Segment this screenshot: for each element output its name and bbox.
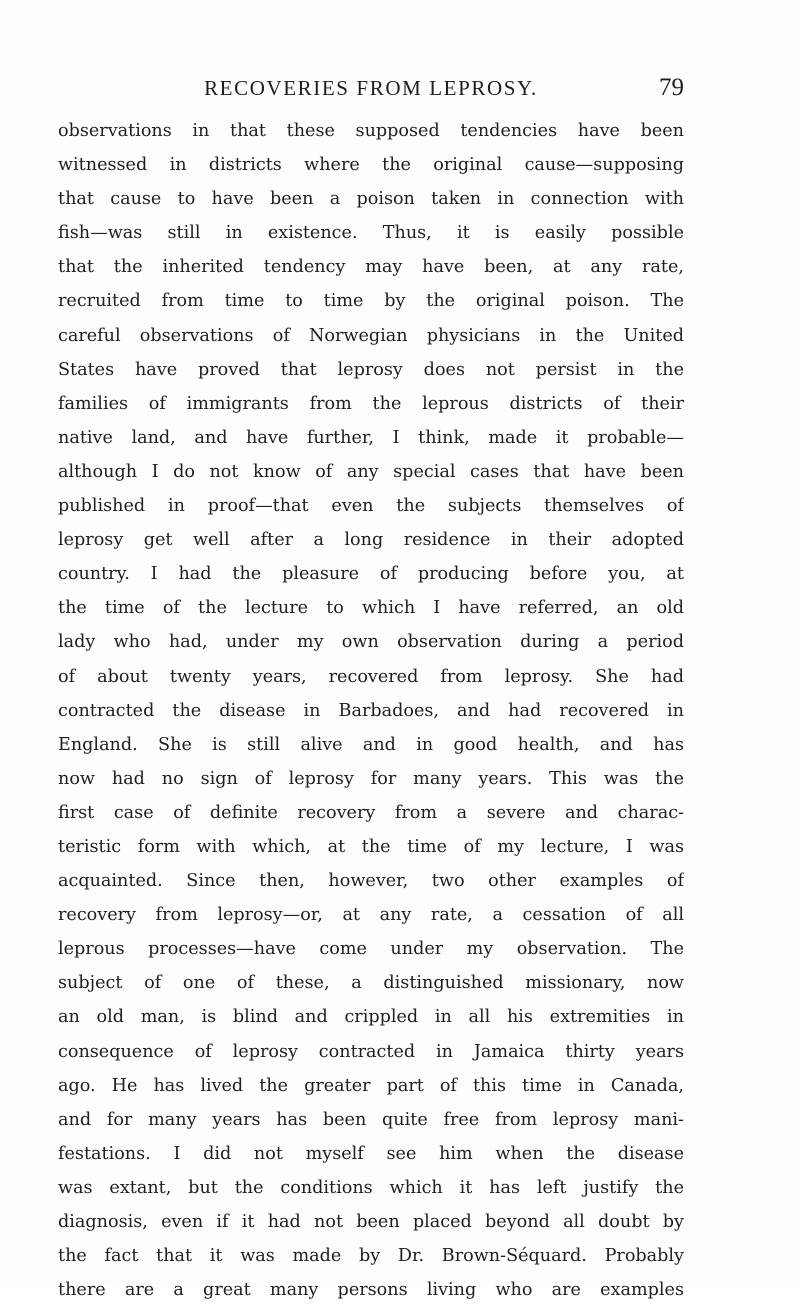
text-line: published in proof—that even the subjects themselves of [58, 496, 684, 517]
text-line: lady who had, under my own observation during a period [58, 632, 684, 653]
text-line: leprous processes—have come under my observation. The [58, 939, 684, 960]
text-line: recruited from time to time by the original poison. The [58, 291, 684, 312]
text-line: subject of one of these, a distinguished missionary, now [58, 973, 684, 994]
text-line: was extant, but the conditions which it has left justify the [58, 1177, 684, 1198]
text-line: teristic form with which, at the time of my lecture, I was [58, 836, 684, 857]
text-line: that the inherited tendency may have been, at any rate, [58, 257, 684, 278]
text-line: recovery from leprosy—or, at any rate, a cessation of all [58, 905, 684, 926]
text-line: States have proved that leprosy does not persist in the [58, 359, 684, 380]
page-number: 79 [659, 74, 684, 101]
text-line: although I do not know of any special cases that have been [58, 461, 684, 482]
running-head [58, 76, 684, 106]
text-line: careful observations of Norwegian physicians in the United [58, 325, 684, 346]
text-line: that cause to have been a poison taken in connection with [58, 189, 684, 210]
text-line: acquainted. Since then, however, two other examples of [58, 871, 684, 892]
text-line: and for many years has been quite free from leprosy mani- [58, 1109, 684, 1130]
text-line: native land, and have further, I think, made it probable— [58, 427, 684, 448]
text-line: country. I had the pleasure of producing before you, at [58, 564, 684, 585]
text-line: now had no sign of leprosy for many years. This was the [58, 768, 684, 789]
text-line: families of immigrants from the leprous districts of their [58, 393, 684, 414]
text-line: witnessed in districts where the original cause—supposing [58, 155, 684, 176]
text-line: of about twenty years, recovered from leprosy. She had [58, 666, 684, 687]
text-line: the fact that it was made by Dr. Brown-Séquard. Probably [58, 1246, 684, 1267]
text-line: fish—was still in existence. Thus, it is easily possible [58, 223, 684, 244]
text-line: contracted the disease in Barbadoes, and had recovered in [58, 700, 684, 721]
text-line: observations in that these supposed tendencies have been [58, 121, 684, 141]
text-line: festations. I did not myself see him when the disease [58, 1143, 684, 1164]
running-title: RECOVERIES FROM LEPROSY. [204, 76, 538, 100]
text-line: leprosy get well after a long residence in their adopted [58, 530, 684, 551]
text-line: diagnosis, even if it had not been placed beyond all doubt by [58, 1212, 684, 1232]
text-line: the time of the lecture to which I have referred, an old [58, 598, 684, 619]
text-line: an old man, is blind and crippled in all his extremities in [58, 1007, 684, 1028]
text-line: England. She is still alive and in good health, and has [58, 734, 684, 755]
text-line: first case of definite recovery from a severe and charac- [58, 802, 684, 823]
text-line: there are a great many persons living who are examples [58, 1280, 684, 1301]
text-line: consequence of leprosy contracted in Jamaica thirty years [58, 1041, 684, 1062]
body-text [58, 114, 684, 1307]
text-line: ago. He has lived the greater part of this time in Canada, [58, 1075, 684, 1096]
